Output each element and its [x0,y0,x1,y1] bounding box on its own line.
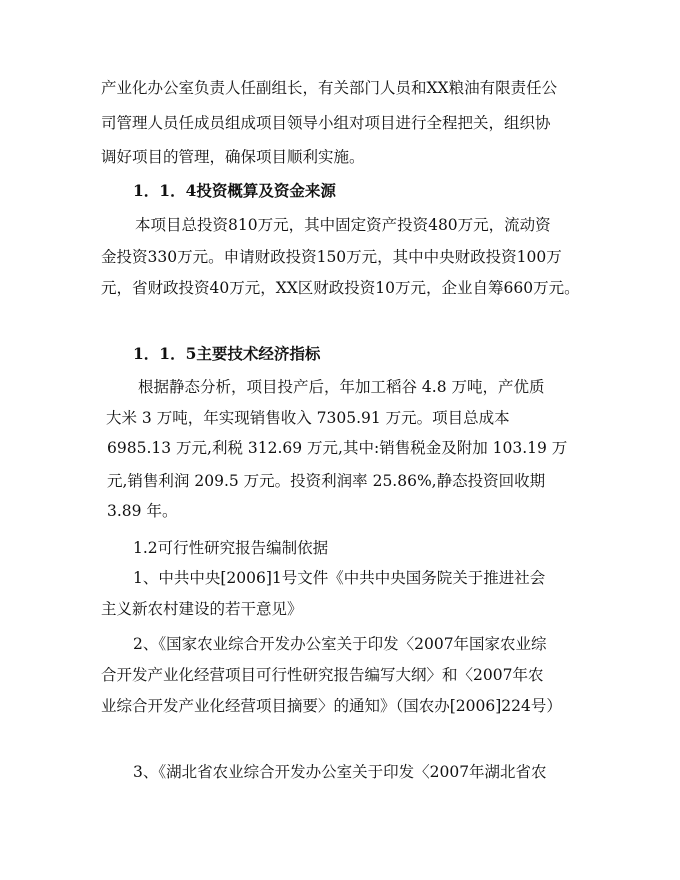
paragraph-line: 司管理人员任成员组成项目领导小组对项目进行全程把关，组织协 [101,114,551,132]
reference-item-continuation: 业综合开发产业化经营项目摘要〉的通知》（国农办[2006]224号） [101,697,562,715]
paragraph-line: 6985.13 万元,利税 312.69 万元,其中:销售税金及附加 103.19 万 [107,439,568,457]
section-heading-1-1-4: 1．1．4投资概算及资金来源 [133,181,336,200]
reference-item: 3、《湖北省农业综合开发办公室关于印发〈2007年湖北省农 [133,763,547,781]
paragraph-line: 根据静态分析，项目投产后，年加工稻谷 4.8 万吨，产优质 [138,378,545,396]
reference-item-continuation: 合开发产业化经营项目可行性研究报告编写大纲〉和〈2007年农 [101,666,544,684]
paragraph-line: 元,销售利润 209.5 万元。投资利润率 25.86%,静态投资回收期 [107,472,546,490]
paragraph-line: 大米 3 万吨，年实现销售收入 7305.91 万元。项目总成本 [106,409,510,427]
section-heading-1-2: 1.2可行性研究报告编制依据 [133,539,329,557]
paragraph-line: 3.89 年。 [107,502,178,520]
paragraph-line: 产业化办公室负责人任副组长，有关部门人员和XX粮油有限责任公 [101,79,558,97]
reference-item: 2、《国家农业综合开发办公室关于印发〈2007年国家农业综 [133,635,547,653]
section-heading-1-1-5: 1．1．5主要技术经济指标 [133,344,321,363]
paragraph-line: 金投资330万元。申请财政投资150万元，其中中央财政投资100万 [101,248,562,266]
paragraph-line: 调好项目的管理，确保项目顺利实施。 [101,148,365,166]
paragraph-line: 元，省财政投资40万元，XX区财政投资10万元，企业自筹660万元。 [101,279,580,297]
reference-item: 1、中共中央[2006]1号文件《中共中央国务院关于推进社会 [133,569,546,587]
paragraph-line: 本项目总投资810万元，其中固定资产投资480万元，流动资 [135,216,551,234]
reference-item-continuation: 主义新农村建设的若干意见》 [101,600,303,618]
